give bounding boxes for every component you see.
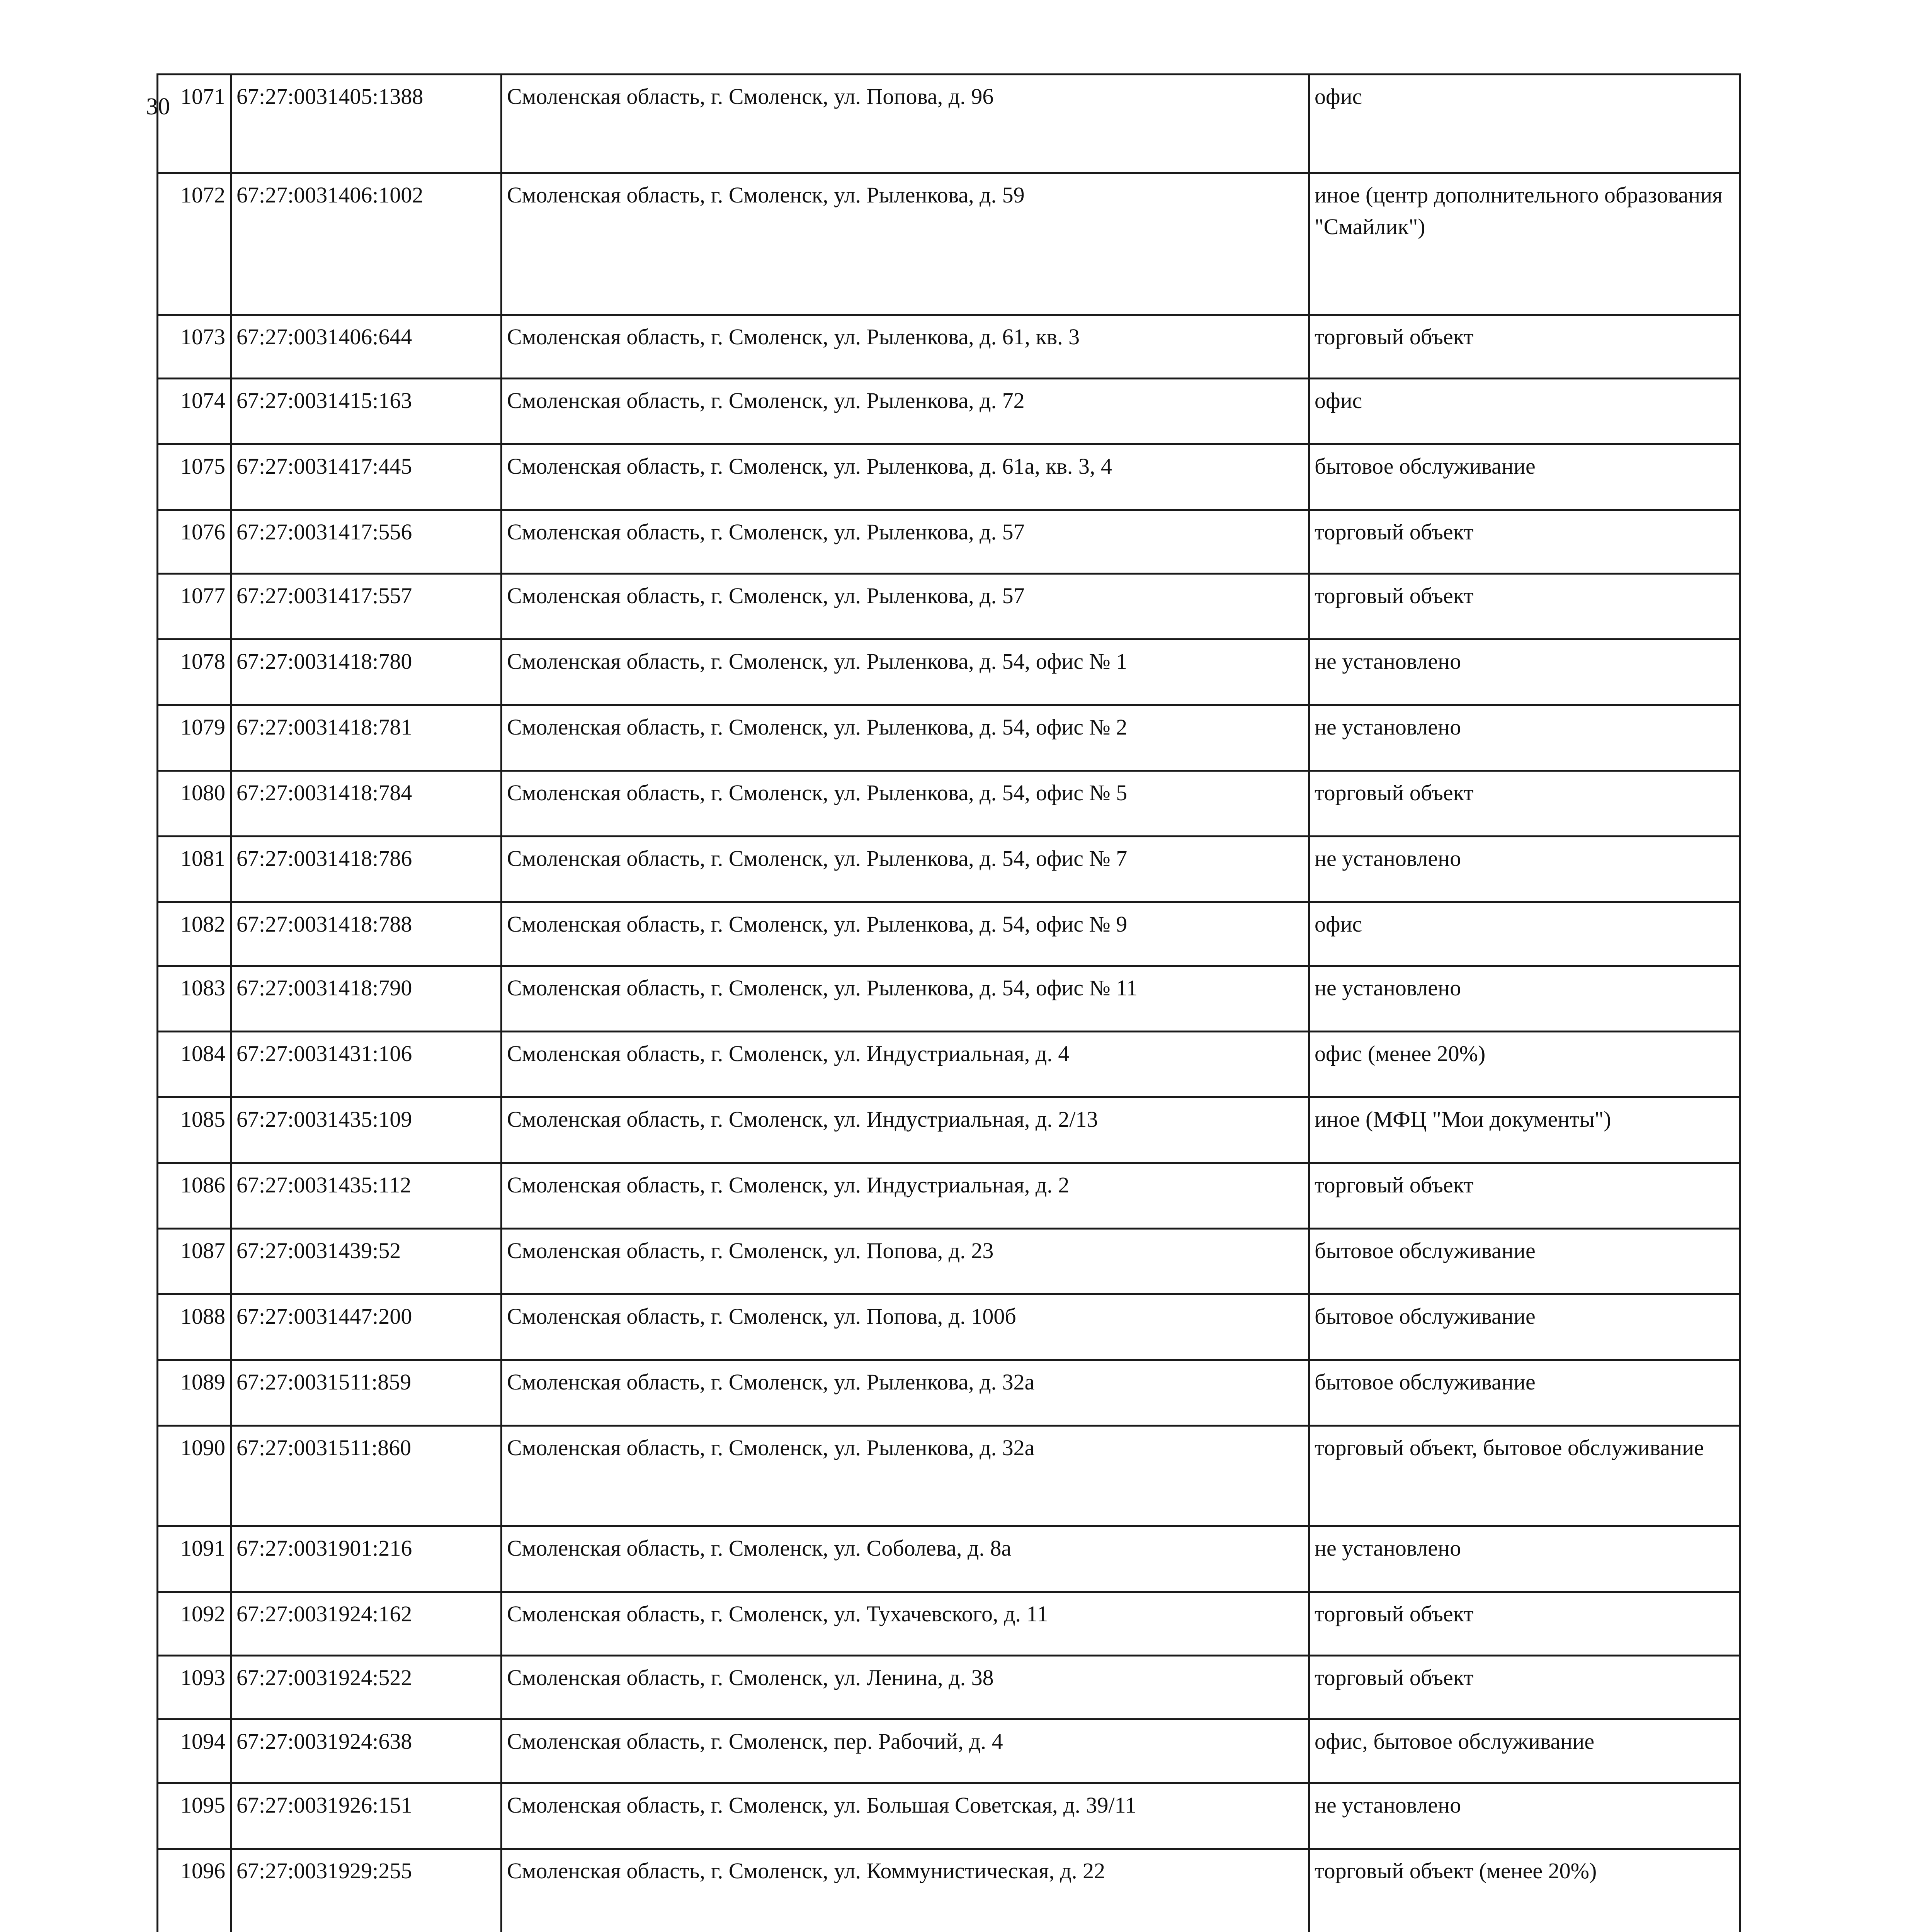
table-row [158,1719,1740,1783]
cadastral-number: 67:27:0031435:109 [231,1097,502,1163]
row-number: 1089 [158,1360,231,1426]
table-row [158,1592,1740,1656]
usage-type: торговый объект [1309,771,1740,837]
usage-type: не установлено [1309,1783,1740,1849]
address: Смоленская область, г. Смоленск, ул. Тухачевского, д. 11 [502,1592,1309,1656]
usage-type: торговый объект [1309,1592,1740,1656]
table-row [158,1656,1740,1719]
cadastral-number: 67:27:0031924:638 [231,1719,502,1783]
usage-type: не установлено [1309,837,1740,902]
cadastral-number: 67:27:0031418:784 [231,771,502,837]
address: Смоленская область, г. Смоленск, ул. Рыленкова, д. 57 [502,510,1309,574]
table-row [158,315,1740,379]
row-number: 1092 [158,1592,231,1656]
usage-type: торговый объект (менее 20%) [1309,1849,1740,1932]
table-row [158,966,1740,1032]
table-row [158,173,1740,315]
usage-type: не установлено [1309,1526,1740,1592]
row-number: 1088 [158,1294,231,1360]
row-number: 1096 [158,1849,231,1932]
cadastral-number: 67:27:0031924:162 [231,1592,502,1656]
table-row [158,1360,1740,1426]
cadastral-number: 67:27:0031418:788 [231,902,502,966]
cadastral-number: 67:27:0031415:163 [231,379,502,444]
usage-type: бытовое обслуживание [1309,1360,1740,1426]
cadastral-number: 67:27:0031418:790 [231,966,502,1032]
cadastral-number: 67:27:0031929:255 [231,1849,502,1932]
cadastral-number: 67:27:0031417:557 [231,574,502,639]
row-number: 1080 [158,771,231,837]
table-row [158,1783,1740,1849]
table-row [158,639,1740,705]
table-row [158,1294,1740,1360]
address: Смоленская область, г. Смоленск, ул. Рыленкова, д. 54, офис № 7 [502,837,1309,902]
usage-type: офис [1309,75,1740,173]
address: Смоленская область, г. Смоленск, ул. Рыленкова, д. 54, офис № 1 [502,639,1309,705]
row-number: 1084 [158,1032,231,1097]
row-number: 1086 [158,1163,231,1229]
table-row [158,902,1740,966]
row-number: 1083 [158,966,231,1032]
cadastral-number: 67:27:0031405:1388 [231,75,502,173]
usage-type: офис (менее 20%) [1309,1032,1740,1097]
usage-type: бытовое обслуживание [1309,1294,1740,1360]
usage-type: торговый объект [1309,574,1740,639]
address: Смоленская область, г. Смоленск, ул. Рыленкова, д. 59 [502,173,1309,315]
cadastral-number: 67:27:0031511:859 [231,1360,502,1426]
row-number: 1091 [158,1526,231,1592]
row-number: 1085 [158,1097,231,1163]
address: Смоленская область, г. Смоленск, ул. Рыленкова, д. 54, офис № 2 [502,705,1309,771]
usage-type: бытовое обслуживание [1309,1229,1740,1294]
cadastral-number: 67:27:0031418:786 [231,837,502,902]
address: Смоленская область, г. Смоленск, ул. Попова, д. 23 [502,1229,1309,1294]
row-number: 1077 [158,574,231,639]
cadastral-number: 67:27:0031511:860 [231,1426,502,1526]
usage-type: офис, бытовое обслуживание [1309,1719,1740,1783]
address: Смоленская область, г. Смоленск, ул. Рыленкова, д. 61, кв. 3 [502,315,1309,379]
address: Смоленская область, г. Смоленск, ул. Индустриальная, д. 2 [502,1163,1309,1229]
usage-type: не установлено [1309,966,1740,1032]
address: Смоленская область, г. Смоленск, ул. Рыленкова, д. 54, офис № 11 [502,966,1309,1032]
address: Смоленская область, г. Смоленск, ул. Рыленкова, д. 32а [502,1360,1309,1426]
table-row [158,705,1740,771]
cadastral-number: 67:27:0031901:216 [231,1526,502,1592]
table-row [158,1426,1740,1526]
usage-type: торговый объект [1309,315,1740,379]
row-number: 1082 [158,902,231,966]
table-row [158,1229,1740,1294]
cadastral-number: 67:27:0031418:780 [231,639,502,705]
address: Смоленская область, г. Смоленск, ул. Большая Советская, д. 39/11 [502,1783,1309,1849]
table-row [158,574,1740,639]
table-row [158,837,1740,902]
cadastral-number: 67:27:0031447:200 [231,1294,502,1360]
address: Смоленская область, г. Смоленск, ул. Индустриальная, д. 4 [502,1032,1309,1097]
row-number: 1087 [158,1229,231,1294]
cadastral-number: 67:27:0031417:445 [231,444,502,510]
cadastral-number: 67:27:0031439:52 [231,1229,502,1294]
property-registry-table [156,73,1741,1932]
cadastral-number: 67:27:0031417:556 [231,510,502,574]
row-number: 1074 [158,379,231,444]
address: Смоленская область, г. Смоленск, ул. Рыленкова, д. 54, офис № 9 [502,902,1309,966]
address: Смоленская область, г. Смоленск, ул. Рыленкова, д. 72 [502,379,1309,444]
address: Смоленская область, г. Смоленск, ул. Рыленкова, д. 54, офис № 5 [502,771,1309,837]
table-row [158,1032,1740,1097]
row-number: 1075 [158,444,231,510]
table-row [158,1849,1740,1932]
usage-type: офис [1309,379,1740,444]
table-row [158,75,1740,173]
table-row [158,1163,1740,1229]
cadastral-number: 67:27:0031926:151 [231,1783,502,1849]
row-number: 1078 [158,639,231,705]
address: Смоленская область, г. Смоленск, ул. Ленина, д. 38 [502,1656,1309,1719]
address: Смоленская область, г. Смоленск, ул. Индустриальная, д. 2/13 [502,1097,1309,1163]
usage-type: иное (центр дополнительного образования "Смайлик") [1309,173,1740,315]
table-row [158,444,1740,510]
row-number: 1073 [158,315,231,379]
cadastral-number: 67:27:0031418:781 [231,705,502,771]
usage-type: торговый объект [1309,510,1740,574]
usage-type: торговый объект, бытовое обслуживание [1309,1426,1740,1526]
address: Смоленская область, г. Смоленск, ул. Рыленкова, д. 57 [502,574,1309,639]
address: Смоленская область, г. Смоленск, пер. Рабочий, д. 4 [502,1719,1309,1783]
cadastral-number: 67:27:0031406:644 [231,315,502,379]
cadastral-number: 67:27:0031406:1002 [231,173,502,315]
page-number: 30 [146,94,170,120]
address: Смоленская область, г. Смоленск, ул. Рыленкова, д. 32а [502,1426,1309,1526]
row-number: 1090 [158,1426,231,1526]
address: Смоленская область, г. Смоленск, ул. Соболева, д. 8а [502,1526,1309,1592]
row-number: 1076 [158,510,231,574]
row-number: 1081 [158,837,231,902]
row-number: 1071 [158,75,231,173]
cadastral-number: 67:27:0031431:106 [231,1032,502,1097]
address: Смоленская область, г. Смоленск, ул. Рыленкова, д. 61а, кв. 3, 4 [502,444,1309,510]
address: Смоленская область, г. Смоленск, ул. Коммунистическая, д. 22 [502,1849,1309,1932]
registry-body [158,75,1740,1932]
usage-type: иное (МФЦ "Мои документы") [1309,1097,1740,1163]
row-number: 1095 [158,1783,231,1849]
usage-type: не установлено [1309,705,1740,771]
cadastral-number: 67:27:0031435:112 [231,1163,502,1229]
row-number: 1072 [158,173,231,315]
table-row [158,1097,1740,1163]
usage-type: торговый объект [1309,1163,1740,1229]
usage-type: торговый объект [1309,1656,1740,1719]
table-row [158,771,1740,837]
row-number: 1093 [158,1656,231,1719]
table-row [158,510,1740,574]
usage-type: офис [1309,902,1740,966]
address: Смоленская область, г. Смоленск, ул. Попова, д. 100б [502,1294,1309,1360]
row-number: 1079 [158,705,231,771]
table-row [158,1526,1740,1592]
cadastral-number: 67:27:0031924:522 [231,1656,502,1719]
usage-type: не установлено [1309,639,1740,705]
row-number: 1094 [158,1719,231,1783]
address: Смоленская область, г. Смоленск, ул. Попова, д. 96 [502,75,1309,173]
usage-type: бытовое обслуживание [1309,444,1740,510]
table-row [158,379,1740,444]
